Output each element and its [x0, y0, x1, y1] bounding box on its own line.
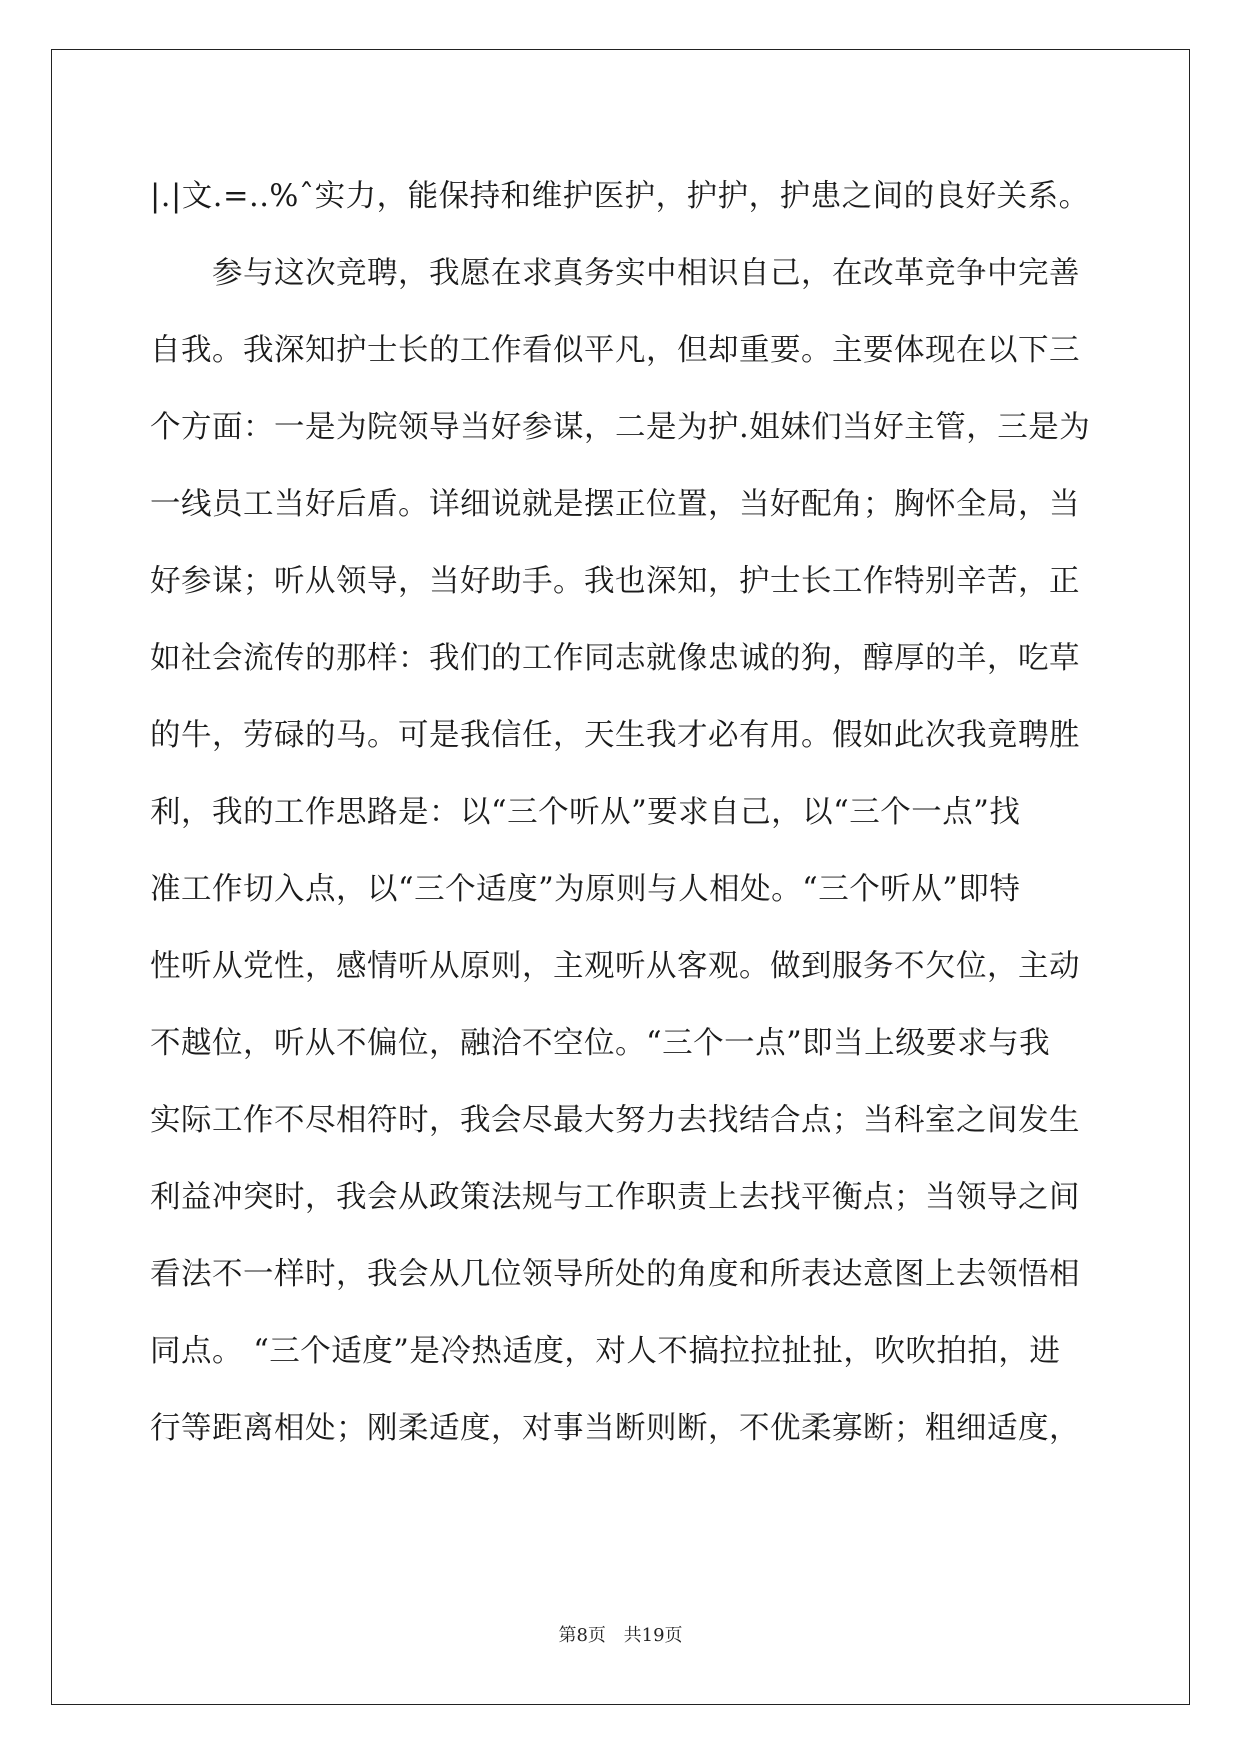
text-line: 好参谋；听从领导，当好助手。我也深知，护士长工作特别辛苦，正 — [150, 564, 1080, 599]
text-line: 如社会流传的那样：我们的工作同志就像忠诚的狗，醇厚的羊，吃草 — [150, 641, 1080, 676]
page-number: 第8页 — [558, 1625, 606, 1646]
text-line: 性听从党性，感情听从原则，主观听从客观。做到服务不欠位，主动 — [150, 949, 1080, 984]
page-total: 共19页 — [623, 1625, 683, 1646]
text-line: 实际工作不尽相符时，我会尽最大努力去找结合点；当科室之间发生 — [150, 1103, 1080, 1138]
text-line: |.|文.=..%ˆ实力，能保持和维护医护，护护，护患之间的良好关系。 — [150, 179, 1090, 214]
page-footer — [0, 1621, 1241, 1647]
text-line: 自我。我深知护士长的工作看似平凡，但却重要。主要体现在以下三 — [150, 333, 1080, 368]
text-line: 行等距离相处；刚柔适度，对事当断则断，不优柔寡断；粗细适度， — [150, 1411, 1080, 1446]
text-line: 个方面：一是为院领导当好参谋，二是为护.姐妹们当好主管，三是为 — [150, 410, 1091, 445]
text-line: 的牛，劳碌的马。可是我信任，天生我才必有用。假如此次我竟聘胜 — [150, 718, 1080, 753]
text-line: 利益冲突时，我会从政策法规与工作职责上去找平衡点；当领导之间 — [150, 1180, 1080, 1215]
text-line: 准工作切入点，以“三个适度”为原则与人相处。“三个听从”即特 — [150, 872, 1021, 907]
text-line: 一线员工当好后盾。详细说就是摆正位置，当好配角；胸怀全局，当 — [150, 487, 1080, 522]
text-line: 不越位，听从不偏位，融洽不空位。“三个一点”即当上级要求与我 — [150, 1026, 1051, 1061]
text-line: 看法不一样时，我会从几位领导所处的角度和所表达意图上去领悟相 — [150, 1257, 1080, 1292]
text-line: 同点。 “三个适度”是冷热适度，对人不搞拉拉扯扯，吹吹拍拍，进 — [150, 1334, 1061, 1369]
text-line: 参与这次竞聘，我愿在求真务实中相识自己，在改革竞争中完善 — [212, 256, 1080, 291]
document-body — [150, 158, 1090, 1467]
text-line: 利，我的工作思路是：以“三个听从”要求自己，以“三个一点”找 — [150, 795, 1021, 830]
